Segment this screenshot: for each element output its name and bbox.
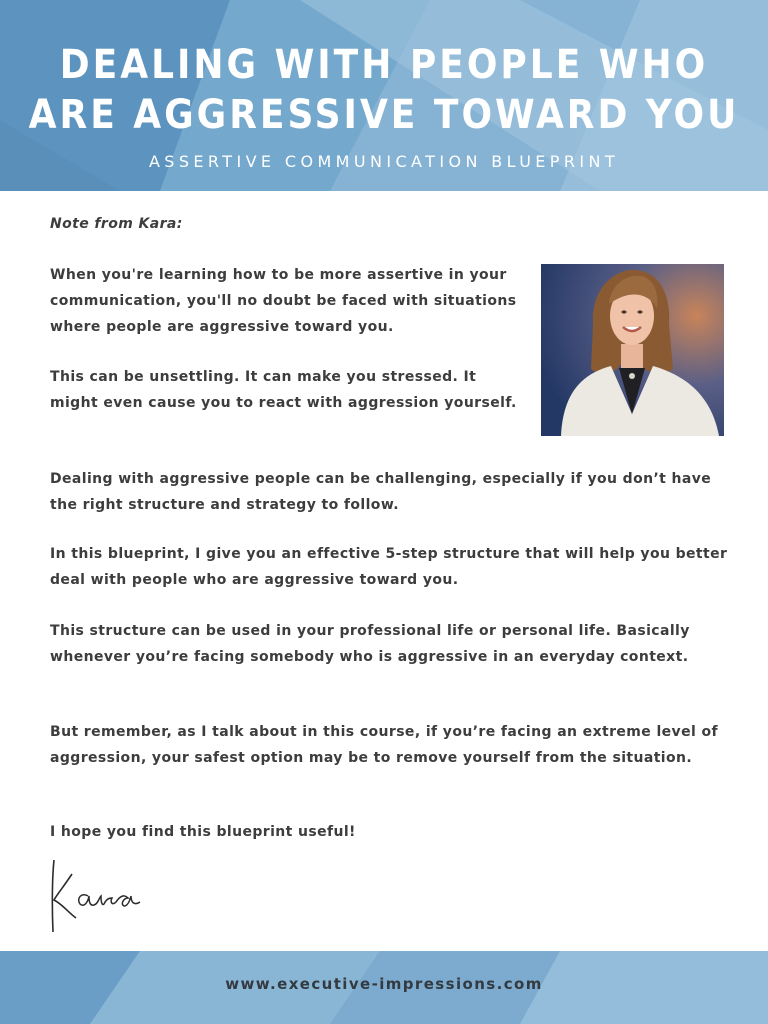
website-link[interactable]: www.executive-impressions.com xyxy=(225,975,543,993)
paragraph-5: This structure can be used in your professional life or personal life. Basically whenever you’re facing somebody who is aggressive in an everyday context. xyxy=(50,623,690,665)
page-title xyxy=(0,40,768,140)
header-banner xyxy=(0,0,768,191)
footer-banner xyxy=(0,951,768,1024)
author-portrait-photo xyxy=(541,264,724,436)
title-line-2: ARE AGGRESSIVE TOWARD YOU xyxy=(28,92,740,138)
paragraph-6: But remember, as I talk about in this course, if you’re facing an extreme level of aggression, your safest option may be to remove yourself from the situation. xyxy=(50,724,718,766)
title-line-1: DEALING WITH PEOPLE WHO xyxy=(59,42,709,88)
paragraph-4: In this blueprint, I give you an effective 5-step structure that will help you better deal with people who are aggressive toward you. xyxy=(50,546,728,588)
page-subtitle: ASSERTIVE COMMUNICATION BLUEPRINT xyxy=(148,152,620,171)
paragraph-7: I hope you find this blueprint useful! xyxy=(50,824,356,840)
paragraph-3: Dealing with aggressive people can be challenging, especially if you don’t have the right structure and strategy to follow. xyxy=(50,471,712,513)
note-heading: Note from Kara: xyxy=(50,216,183,232)
paragraph-1: When you're learning how to be more assertive in your communication, you'll no doubt be faced with situations where people are aggressive toward you. xyxy=(50,267,517,335)
paragraph-2: This can be unsettling. It can make you stressed. It might even cause you to react with aggression yourself. xyxy=(50,369,517,411)
kara-signature xyxy=(46,854,146,940)
